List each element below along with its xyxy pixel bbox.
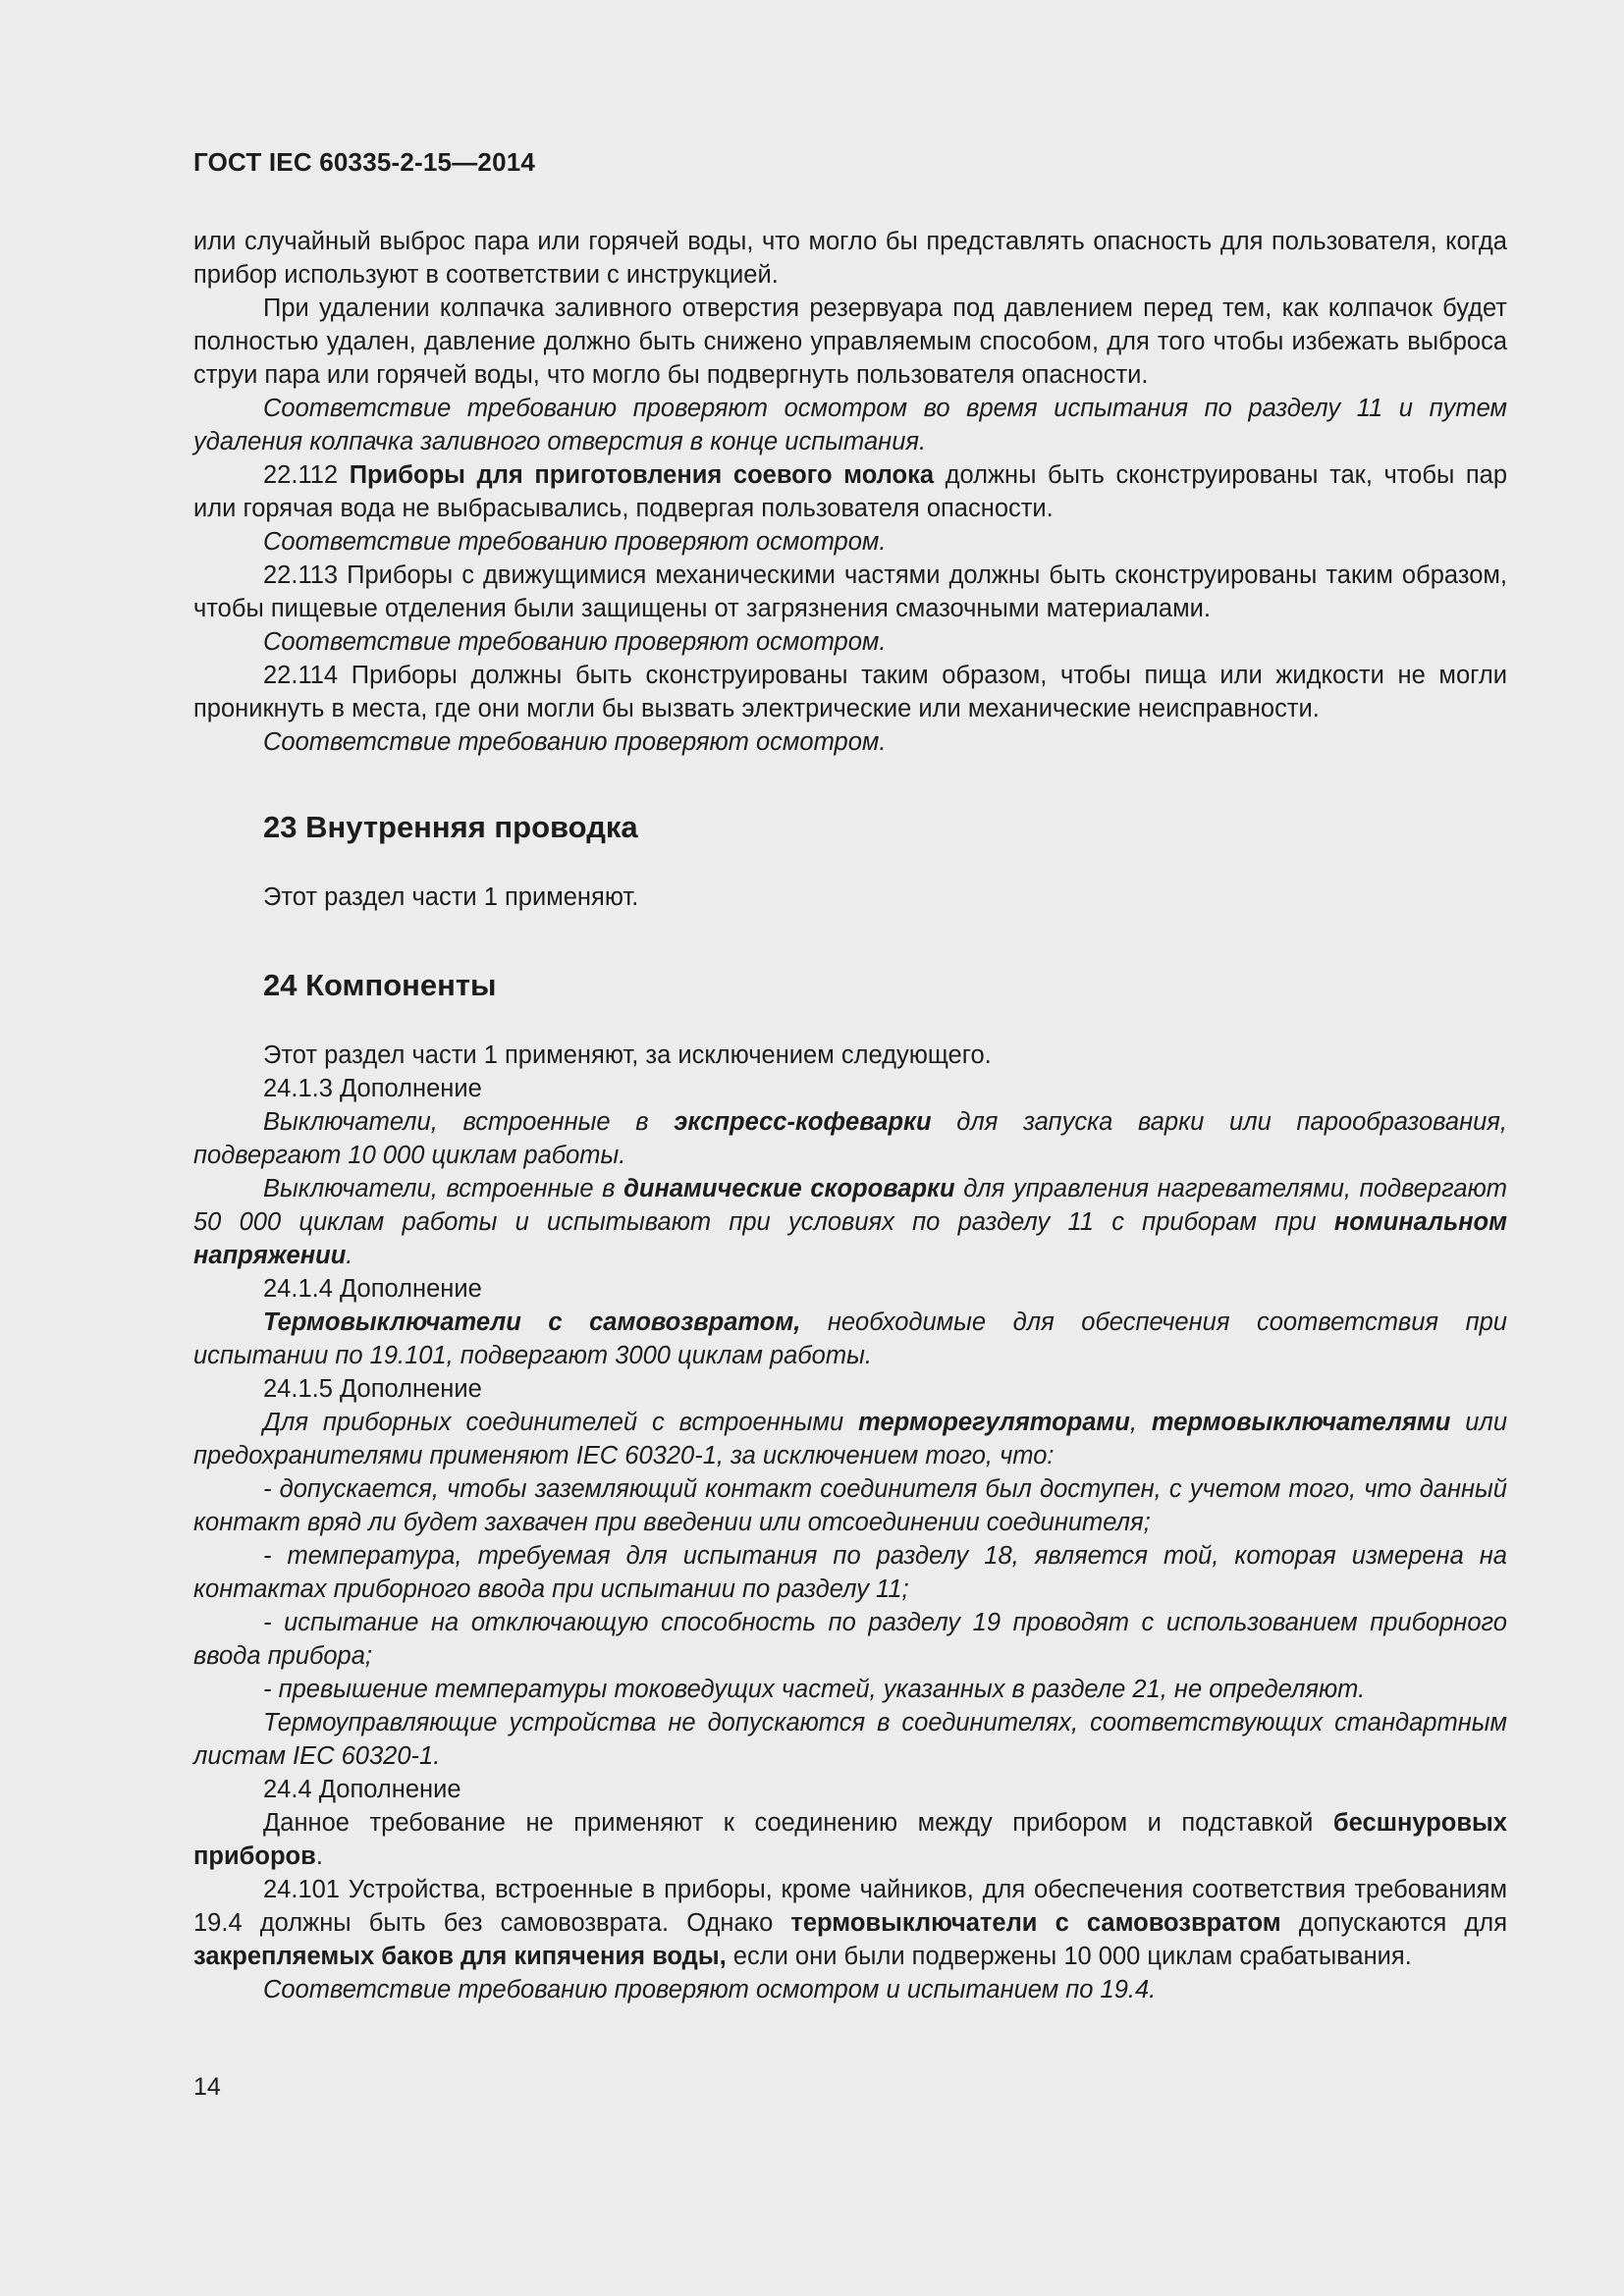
- defined-term: термовыключатели с самовозвратом: [790, 1909, 1281, 1937]
- document-body: [193, 225, 1507, 2006]
- paragraph: Этот раздел части 1 применяют.: [263, 883, 639, 911]
- text-run: если они были подвержены 10 000 циклам срабатывания.: [726, 1943, 1412, 1970]
- compliance-note: Соответствие требованию проверяют осмотром и испытанием по 19.4.: [263, 1976, 1157, 2003]
- text-run: .: [346, 1242, 353, 1269]
- document-header: ГОСТ IEC 60335-2-15—2014: [193, 147, 536, 177]
- defined-term: экспресс-кофеварки: [674, 1108, 932, 1136]
- text-run: Для приборных соединителей с встроенными: [263, 1409, 859, 1436]
- text-run: или предохранителями применяют IEC 60320-1, за исключением того, что:: [193, 1409, 1507, 1469]
- clause-22-112: [193, 458, 1507, 525]
- clause-22-114: 22.114 Приборы должны быть сконструированы таким образом, чтобы пища или жидкости не могли проникнуть в места, где они могли бы вызвать электрические или механические неисправности.: [193, 662, 1507, 722]
- text-run: ,: [1129, 1409, 1152, 1436]
- list-item: - допускается, чтобы заземляющий контакт соединителя был доступен, с учетом того, что данный контакт вряд ли будет захвачен при введении или отсоединении соединителя;: [193, 1475, 1507, 1536]
- section-23-title: 23 Внутренняя проводка: [263, 810, 638, 844]
- paragraph: [193, 1105, 1507, 1172]
- paragraph: При удалении колпачка заливного отверстия резервуара под давлением перед тем, как колпачок будет полностью удален, давление должно быть снижено управляемым способом, для того чтобы избежать выброса струи пара или горячей воды, что могло бы подвергнуть пользователя опасности.: [193, 294, 1507, 389]
- clause-24-101: [193, 1873, 1507, 1973]
- paragraph: или случайный выброс пара или горячей воды, что могло бы представлять опасность для пользователя, когда прибор используют в соответствии с инструкцией.: [193, 228, 1507, 289]
- defined-term: терморегуляторами: [858, 1409, 1130, 1436]
- compliance-note: Соответствие требованию проверяют осмотром.: [263, 628, 887, 656]
- defined-term: закрепляемых баков для кипячения воды,: [193, 1943, 727, 1970]
- list-item: - превышение температуры токоведущих частей, указанных в разделе 21, не определяют.: [263, 1676, 1366, 1703]
- text-run: допускаются для: [1280, 1909, 1507, 1937]
- paragraph: [193, 1172, 1507, 1272]
- clause-heading: 24.1.4 Дополнение: [263, 1275, 482, 1303]
- text-run: 24.101 Устройства, встроенные в приборы, кроме чайников, для обеспечения соответствия требованиям 19.4 должны быть без самовозврата. Однако: [193, 1876, 1507, 1937]
- text-run: для управления нагревателями, подвергают 50 000 циклам работы и испытывают при условиях по разделу 11 с приборам при: [193, 1175, 1507, 1236]
- text-run: Выключатели, встроенные в: [263, 1175, 624, 1202]
- paragraph: [193, 1806, 1507, 1873]
- defined-term: Термовыключатели с самовозвратом,: [263, 1308, 801, 1336]
- defined-term: динамические скороварки: [623, 1175, 955, 1202]
- paragraph: Термоуправляющие устройства не допускаются в соединителях, соответствующих стандартным листам IEC 60320-1.: [193, 1709, 1507, 1770]
- defined-term: Приборы для приготовления соевого молока: [349, 461, 935, 489]
- text-run: Данное требование не применяют к соединению между прибором и подставкой: [263, 1809, 1333, 1837]
- clause-22-113: 22.113 Приборы с движущимися механическими частями должны быть сконструированы таким образом, чтобы пищевые отделения были защищены от загрязнения смазочными материалами.: [193, 561, 1507, 622]
- text-run: .: [315, 1842, 323, 1870]
- section-24-title: 24 Компоненты: [263, 968, 497, 1002]
- text-run: необходимые для обеспечения соответствия при испытании по 19.101, подвергают 3000 циклам работы.: [193, 1308, 1507, 1369]
- compliance-note: Соответствие требованию проверяют осмотром.: [263, 728, 887, 756]
- compliance-note: Соответствие требованию проверяют осмотром во время испытания по разделу 11 и путем удаления колпачка заливного отверстия в конце испытания.: [193, 395, 1507, 455]
- clause-number: 22.112: [263, 461, 350, 489]
- page-number: 14: [193, 2073, 221, 2101]
- list-item: - испытание на отключающую способность по разделу 19 проводят с использованием приборного ввода прибора;: [193, 1609, 1507, 1670]
- text-run: Выключатели, встроенные в: [263, 1108, 675, 1136]
- clause-heading: 24.1.5 Дополнение: [263, 1375, 482, 1403]
- clause-text: должны быть сконструированы так, чтобы пар или горячая вода не выбрасывались, подвергая пользователя опасности.: [193, 461, 1508, 522]
- paragraph: [193, 1306, 1507, 1372]
- list-item: - температура, требуемая для испытания по разделу 18, является той, которая измерена на контактах приборного ввода при испытании по разделу 11;: [193, 1542, 1507, 1603]
- clause-heading: 24.1.3 Дополнение: [263, 1075, 482, 1102]
- defined-term: бесшнуровых приборов: [193, 1809, 1507, 1870]
- defined-term: термовыключателями: [1151, 1409, 1451, 1436]
- clause-heading: 24.4 Дополнение: [263, 1776, 461, 1803]
- text-run: для запуска варки или парообразования, подвергают 10 000 циклам работы.: [193, 1108, 1508, 1169]
- compliance-note: Соответствие требованию проверяют осмотром.: [263, 528, 887, 556]
- paragraph: [193, 1406, 1507, 1472]
- defined-term: номинальном напряжении: [193, 1208, 1507, 1269]
- paragraph: Этот раздел части 1 применяют, за исключением следующего.: [263, 1041, 992, 1069]
